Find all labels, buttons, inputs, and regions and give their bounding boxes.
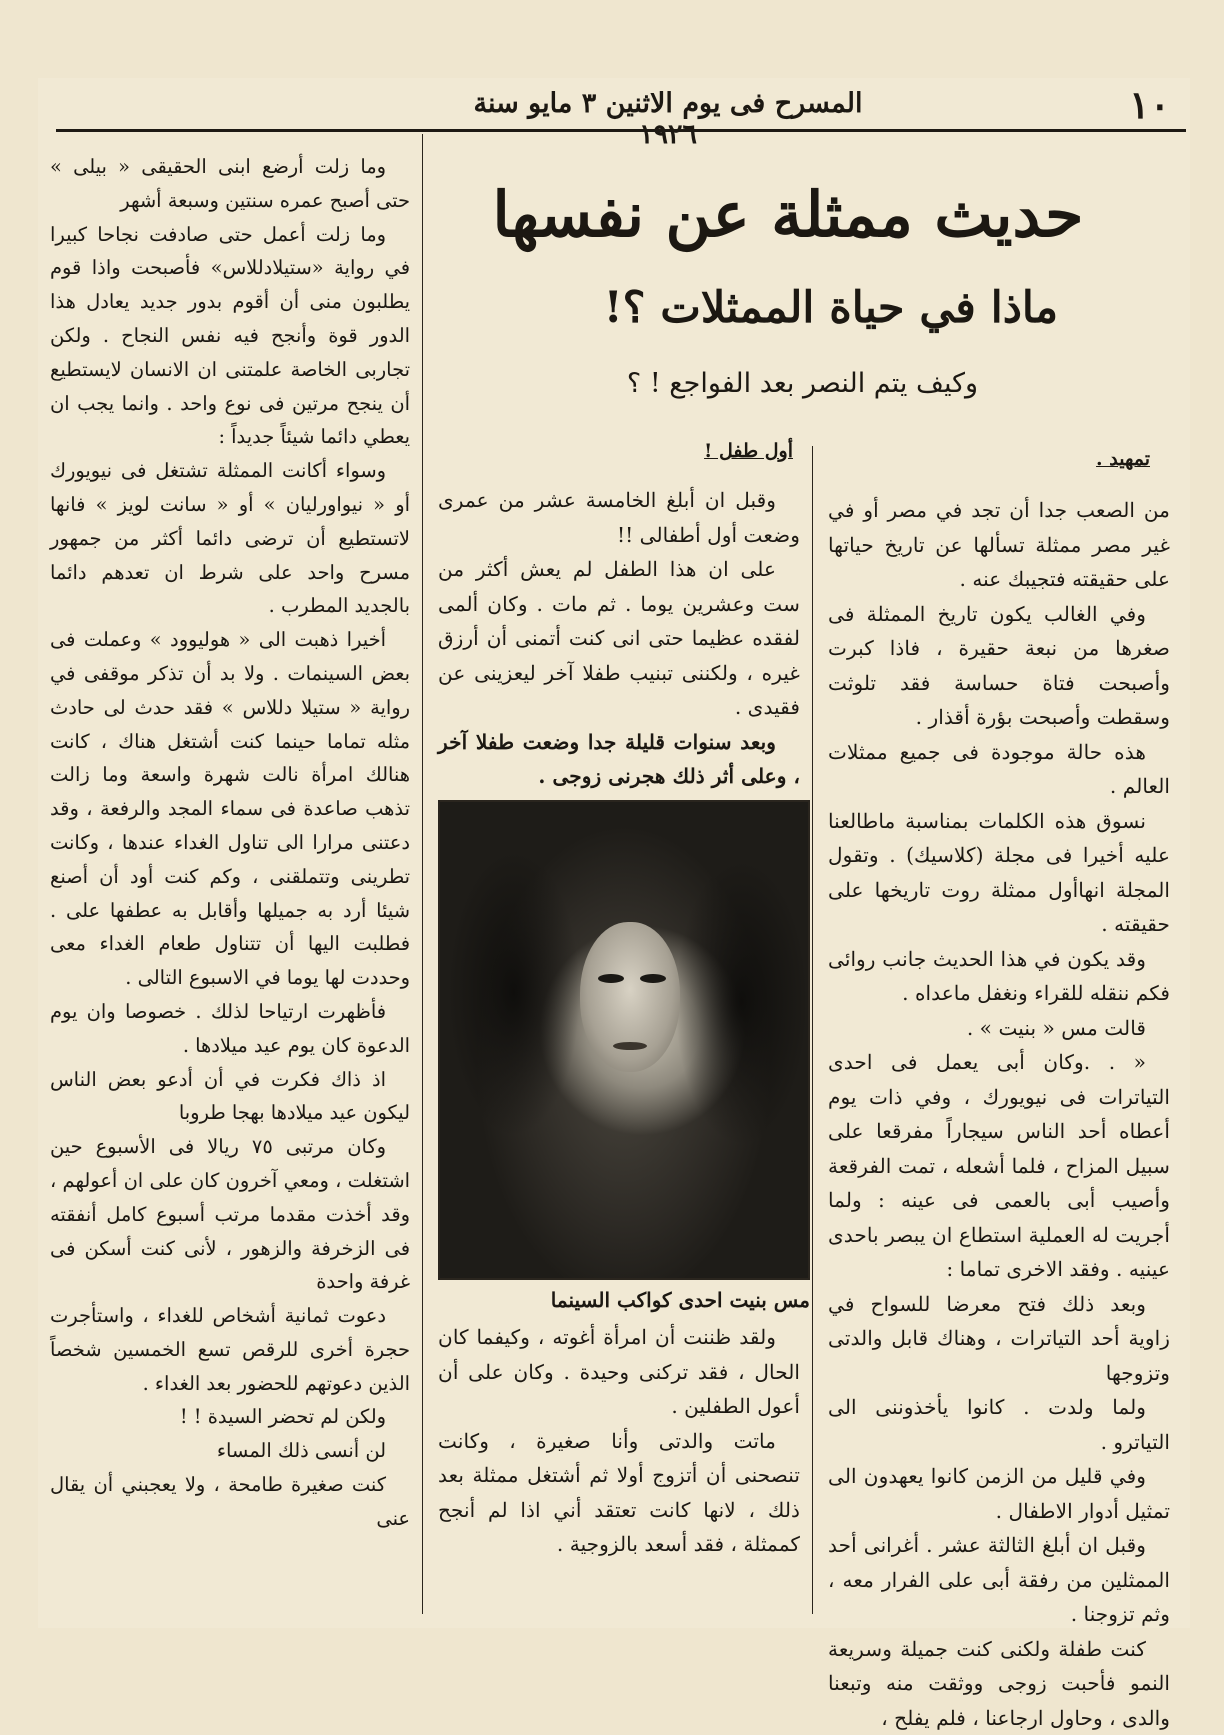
paragraph: فأظهرت ارتياحا لذلك . خصوصا وان يوم الدعوة كان يوم عيد ميلادها . — [50, 995, 410, 1063]
paragraph: من الصعب جدا أن تجد في مصر أو في غير مصر ممثلة تسألها عن تاريخ حياتها على حقيقته فتجيبك عنه . — [828, 493, 1170, 597]
paragraph: هذه حالة موجودة فى جميع ممثلات العالم . — [828, 735, 1170, 804]
article-subhead: ماذا في حياة الممثلات ؟! — [558, 283, 1058, 333]
newspaper-page — [38, 78, 1190, 1628]
paragraph: على ان هذا الطفل لم يعش أكثر من ست وعشرين يوما . ثم مات . وكان ألمى لفقده عظيما حتى انى كنت أتمنى أن أرزق غيره ، ولكننى تبنيب طفلا آخر ليعزينى عن فقيدى . — [438, 552, 800, 725]
paragraph: وقبل ان أبلغ الخامسة عشر من عمرى وضعت أول أطفالى !! — [438, 483, 800, 552]
paragraph: قالت مس « بنيت » . — [828, 1011, 1170, 1046]
header-rule — [56, 129, 1186, 132]
page-number: ١٠ — [1090, 82, 1170, 127]
portrait-photo — [438, 800, 810, 1280]
column-right — [828, 493, 1170, 1735]
paragraph: وفي الغالب يكون تاريخ الممثلة فى صغرها من نبعة حقيرة ، فاذا كبرت وأصبحت فتاة حساسة فقد تلوثت وسقطت وأصبحت بؤرة أقذار . — [828, 597, 1170, 735]
photo-caption: مس بنيت احدى كواكب السينما — [448, 1288, 810, 1312]
paragraph: وما زلت أرضع ابنى الحقيقى « بيلى » حتى أصبح عمره سنتين وسبعة أشهر — [50, 150, 410, 218]
paragraph: وسواء أكانت الممثلة تشتغل فى نيويورك أو « نيواورليان » أو « سانت لويز » فانها لاتستطيع أن ترضى دائما أكثر من جمهور مسرح واحد على شرط ان تعدهم دائما بالجديد المطرب . — [50, 454, 410, 623]
paragraph: اذ ذاك فكرت في أن أدعو بعض الناس ليكون عيد ميلادها بهجا طروبا — [50, 1063, 410, 1131]
paragraph: دعوت ثمانية أشخاص للغداء ، واستأجرت حجرة أخرى للرقص تسع الخمسين شخصاً الذين دعوتهم للحضور بعد الغداء . — [50, 1299, 410, 1400]
column-divider-right — [812, 446, 813, 1614]
paragraph: كنت صغيرة طامحة ، ولا يعجبني أن يقال عنى — [50, 1468, 410, 1536]
paragraph: وما زلت أعمل حتى صادفت نجاحا كبيرا في رواية «ستيلادللاس» فأصبحت واذا قوم يطلبون منى أن أقوم بدور جديد يعادل هذا الدور قوة وأنجح فيه نفس النجاح . ولكن تجاربى الخاصة علمتنى ان الانسان لايستطيع أن ينجح مرتين فى نوع واحد . وانما يجب ان يعطي دائما شيئاً جديداً : — [50, 218, 410, 455]
paragraph: ولما ولدت . كانوا يأخذوننى الى التياترو . — [828, 1390, 1170, 1459]
section-heading-intro: تمهيد . — [1038, 448, 1150, 470]
column-divider-left — [422, 134, 423, 1614]
paragraph: لن أنسى ذلك المساء — [50, 1434, 410, 1468]
paragraph: وفي قليل من الزمن كانوا يعهدون الى تمثيل أدوار الاطفال . — [828, 1459, 1170, 1528]
paragraph: « . .وكان أبى يعمل فى احدى التياترات فى نيويورك ، وفي ذات يوم أعطاه أحد الناس سيجاراً مفرقعا على سبيل المزاح ، فلما أشعله ، تمت الفرقعة وأصيب أبى بالعمى فى عينه : ولما أجريت له العملية استطاع ان يبصر باحدى عينيه . وفقد الاخرى تماما : — [828, 1045, 1170, 1287]
paragraph: وكان مرتبى ٧٥ ريالا فى الأسبوع حين اشتغلت ، ومعي آخرون كان على ان أعولهم ، وقد أخذت مقدما مرتب أسبوع كامل أنفقته فى الزخرفة والزهور ، لأنى كنت أسكن فى غرفة واحدة — [50, 1130, 410, 1299]
paragraph: وقد يكون في هذا الحديث جانب روائى فكم ننقله للقراء ونغفل ماعداه . — [828, 942, 1170, 1011]
article-tagline: وكيف يتم النصر بعد الفواجع ! ؟ — [578, 368, 978, 399]
article-headline: حديث ممثلة عن نفسها — [458, 178, 1118, 251]
paragraph: أخيرا ذهبت الى « هوليوود » وعملت فى بعض السينمات . ولا بد أن تذكر موقفى في رواية « ستيلا دللاس » فقد حدث لى حادث مثله تماما حينما كنت أشتغل هناك ، كانت هنالك امرأة نالت شهرة واسعة وما زالت تذهب صاعدة فى سماء المجد والرفعة ، وقد دعتنى مرارا الى تناول الغداء عندها ، وكانت تطرينى وتتملقنى ، وكم كنت أود أن أصنع شيئا أرد به جميلها وأقابل به عطفها على . فطلبت اليها أن تتناول طعام الغداء معى وحددت لها يوما في الاسبوع التالى . — [50, 623, 410, 995]
paragraph: ولقد ظننت أن امرأة أغوته ، وكيفما كان الحال ، فقد تركنى وحيدة . وكان على أن أعول الطفلين . — [438, 1320, 800, 1424]
section-heading-first-child: أول طفل ! — [658, 440, 793, 462]
paragraph: ماتت والدتى وأنا صغيرة ، وكانت تنصحنى أن أتزوج أولا ثم أشتغل ممثلة بعد ذلك ، لانها كانت تعتقد أني اذا لم أنجح كممثلة ، فقد أسعد بالزوجية . — [438, 1424, 800, 1562]
paragraph: نسوق هذه الكلمات بمناسبة ماطالعنا عليه أخيرا فى مجلة (كلاسيك) . وتقول المجلة انهاأول ممثلة روت تاريخها على حقيقته . — [828, 804, 1170, 942]
paragraph: وبعد سنوات قليلة جدا وضعت طفلا آخر ، وعلى أثر ذلك هجرنى زوجى . — [438, 725, 800, 794]
paragraph: ولكن لم تحضر السيدة ! ! — [50, 1400, 410, 1434]
column-middle-bottom — [438, 1320, 800, 1562]
paragraph: كنت طفلة ولكنى كنت جميلة وسريعة النمو فأحبت زوجى ووثقت منه وتبعنا والدى ، وحاول ارجاعنا ، فلم يفلح ، — [828, 1632, 1170, 1735]
column-left — [50, 150, 410, 1536]
column-middle-top — [438, 483, 800, 794]
paragraph: وبعد ذلك فتح معرضا للسواح في زاوية أحد التياترات ، وهناك قابل والدتى وتزوجها — [828, 1287, 1170, 1391]
paragraph: وقبل ان أبلغ الثالثة عشر . أغرانى أحد الممثلين من رفقة أبى على الفرار معه ، وثم تزوجنا . — [828, 1528, 1170, 1632]
running-header: المسرح فى يوم الاثنين ٣ مايو سنة ١٩٢٦ — [468, 88, 868, 150]
